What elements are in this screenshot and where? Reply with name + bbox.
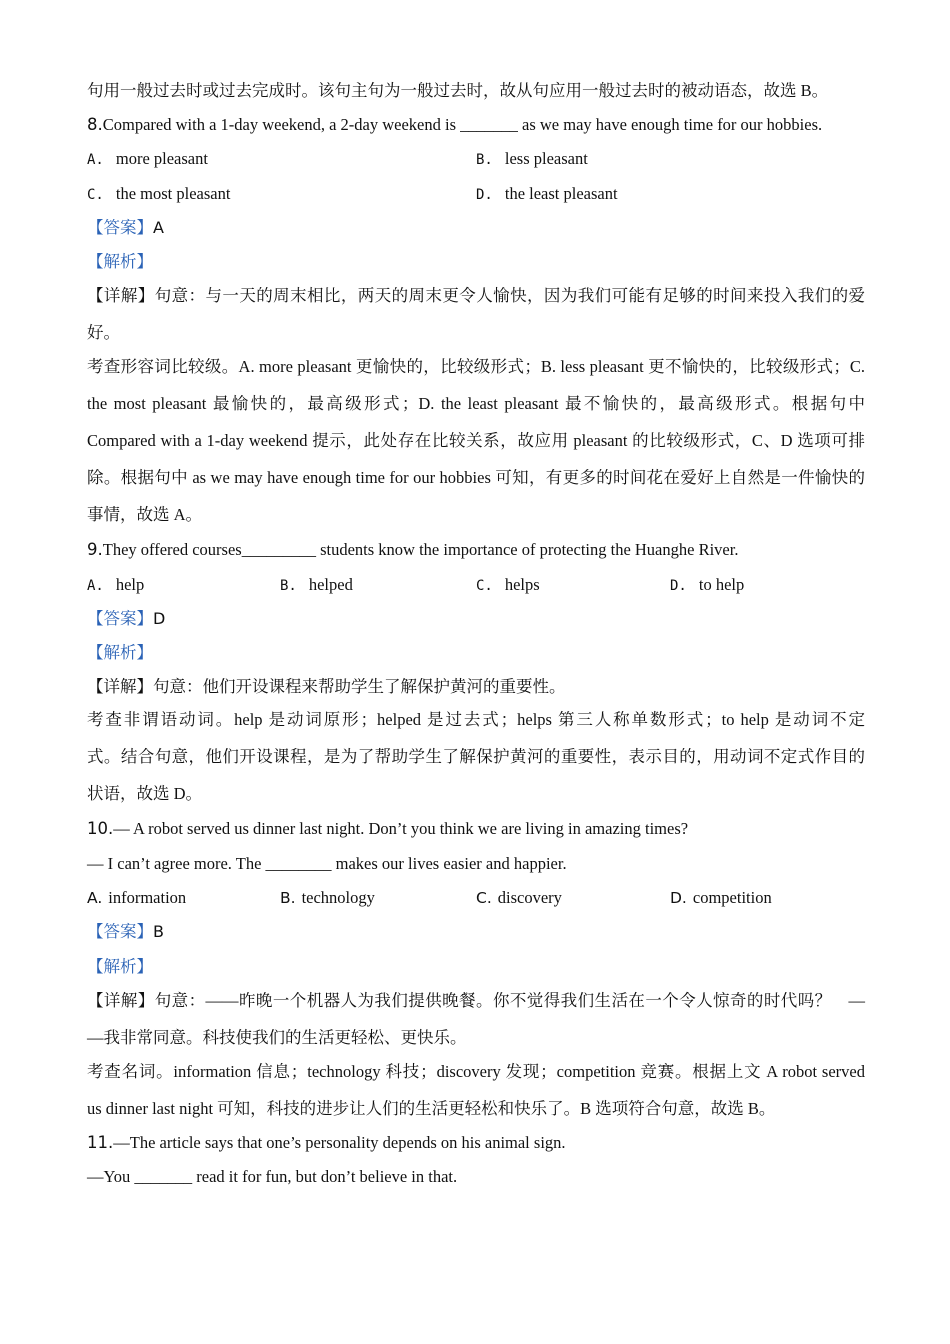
q9-option-d[interactable]: D. to help	[670, 575, 745, 594]
q10-explain-line-2: us dinner last night 可知，科技的进步让人们的生活更轻松和快乐了。B 选项符合句意，故选 B。	[87, 1099, 776, 1118]
q9-option-c[interactable]: C. helps	[476, 575, 540, 594]
q8-option-a[interactable]: A. more pleasant	[87, 149, 208, 168]
answer-value: D	[153, 609, 166, 628]
q10-analysis-heading: 【解析】	[87, 957, 153, 976]
question-number: 10.	[87, 819, 114, 838]
q10-detail-line-2: —我非常同意。科技使我们的生活更轻松、更快乐。	[87, 1028, 467, 1047]
q10-option-b[interactable]: B. technology	[280, 888, 375, 907]
continued-explanation-line: 句用一般过去时或过去完成时。该句主句为一般过去时，故从句应用一般过去时的被动语态，故选 B。	[87, 81, 829, 100]
question-10-stem	[87, 818, 865, 840]
answer-label: 【答案】	[87, 218, 153, 237]
q8-option-b[interactable]: B. less pleasant	[476, 149, 588, 168]
q8-answer	[87, 217, 865, 239]
q8-option-d[interactable]: D. the least pleasant	[476, 184, 618, 203]
q8-analysis-heading: 【解析】	[87, 252, 153, 271]
q9-explain-line-1: 考查非谓语动词。help 是动词原形；helped 是过去式；helps 第三人称单数形式；to help 是动词不定	[87, 710, 865, 729]
q9-explain-line-2: 式。结合句意，他们开设课程，是为了帮助学生了解保护黄河的重要性，表示目的，用动词不定式作目的	[87, 747, 865, 766]
question-number: 9.	[87, 540, 103, 559]
answer-value: A	[153, 218, 164, 237]
detail-label: 【详解】	[87, 286, 155, 305]
q8-explain-line-2: the most pleasant 最愉快的，最高级形式；D. the least pleasant 最不愉快的，最高级形式。根据句中	[87, 394, 865, 413]
question-text: They offered courses_________ students know the importance of protecting the Huanghe River.	[102, 540, 739, 559]
q8-explain-line-3: Compared with a 1-day weekend 提示，此处存在比较关系，故应用 pleasant 的比较级形式，C、D 选项可排	[87, 431, 865, 450]
answer-label: 【答案】	[87, 922, 153, 941]
q8-detail-line-2: 好。	[87, 323, 120, 342]
question-8-stem	[87, 114, 865, 136]
q8-option-c[interactable]: C. the most pleasant	[87, 184, 231, 203]
q9-explain-line-3: 状语，故选 D。	[87, 784, 203, 803]
question-11-stem	[87, 1132, 865, 1154]
q10-explain-line-1: 考查名词。information 信息；technology 科技；discovery 发现；competition 竞赛。根据上文 A robot served	[87, 1062, 865, 1081]
question-number: 11.	[87, 1133, 114, 1152]
question-11-stem-line-2: —You _______ read it for fun, but don’t believe in that.	[87, 1167, 458, 1186]
q10-option-c[interactable]: C. discovery	[476, 888, 562, 907]
question-number: 8.	[87, 115, 103, 134]
q9-detail-line-1: 【详解】句意：他们开设课程来帮助学生了解保护黄河的重要性。	[87, 677, 566, 696]
question-text: —The article says that one’s personality depends on his animal sign.	[113, 1133, 566, 1152]
q8-explain-line-1: 考查形容词比较级。A. more pleasant 更愉快的，比较级形式；B. less pleasant 更不愉快的，比较级形式；C.	[87, 357, 865, 376]
q10-option-a[interactable]: A. information	[87, 888, 187, 907]
q8-explain-line-4: 除。根据句中 as we may have enough time for our hobbies 可知，有更多的时间花在爱好上自然是一件愉快的	[87, 468, 865, 487]
q8-detail-line-1: 【详解】句意：与一天的周末相比，两天的周末更令人愉快，因为我们可能有足够的时间来投入我们的爱	[87, 286, 866, 305]
q9-analysis-heading: 【解析】	[87, 643, 153, 662]
question-text: — A robot served us dinner last night. Don’t you think we are living in amazing times?	[113, 819, 689, 838]
q9-option-a[interactable]: A. help	[87, 575, 145, 594]
q8-explain-line-5: 事情，故选 A。	[87, 505, 203, 524]
q10-option-d[interactable]: D. competition	[670, 888, 772, 907]
detail-label: 【详解】	[87, 991, 155, 1010]
q9-option-b[interactable]: B. helped	[280, 575, 353, 594]
question-10-stem-line-2: — I can’t agree more. The ________ makes our lives easier and happier.	[87, 854, 567, 873]
detail-label: 【详解】	[87, 677, 153, 696]
answer-value: B	[153, 922, 164, 941]
answer-label: 【答案】	[87, 609, 153, 628]
q9-answer	[87, 608, 865, 630]
q10-detail-line-1: 【详解】句意：——昨晚一个机器人为我们提供晚餐。你不觉得我们生活在一个令人惊奇的时代吗？ —	[87, 991, 866, 1010]
question-text: Compared with a 1-day weekend, a 2-day weekend is _______ as we may have enough time for our hobbies.	[102, 115, 823, 134]
q10-answer	[87, 921, 865, 943]
question-9-stem	[87, 539, 865, 561]
